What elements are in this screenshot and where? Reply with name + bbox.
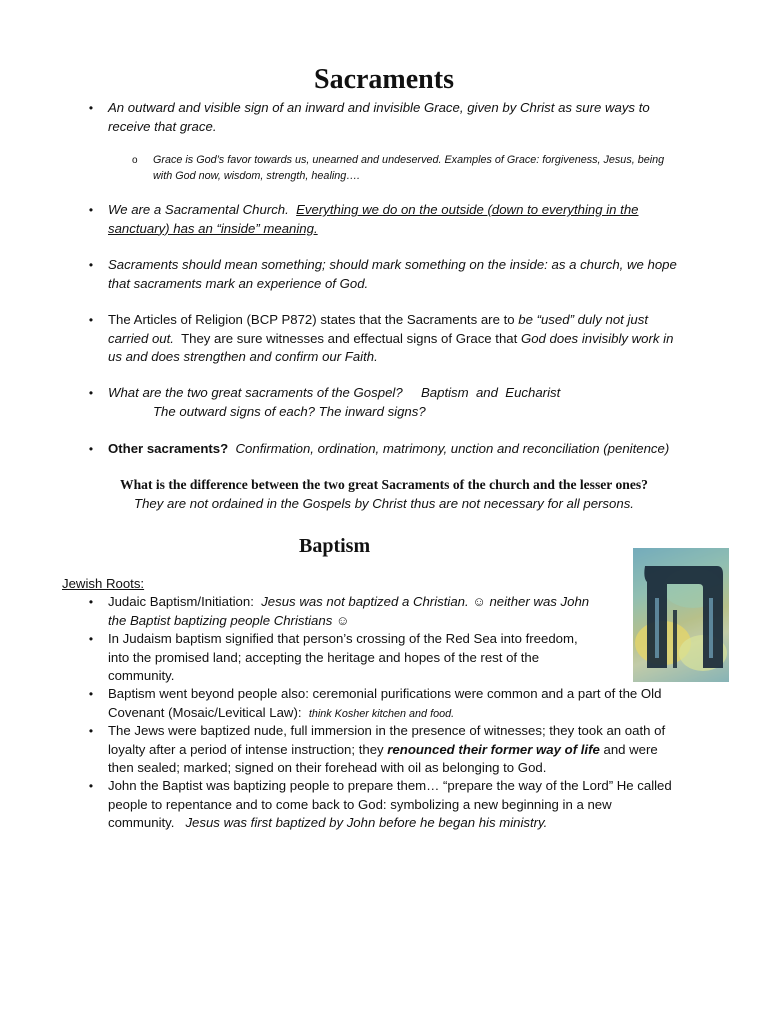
body-text: Judaic Baptism/Initiation: [108, 594, 254, 609]
body-line: Baptism went beyond people also: ceremonial purifications were common and a part of the Old [108, 686, 662, 701]
section-heading-baptism: Baptism [299, 535, 371, 557]
body-text: loyalty after a period of intense instruction; they [108, 741, 384, 757]
question-line: The outward signs of each? The inward signs? [153, 403, 426, 419]
bullet-marker: • [88, 595, 94, 609]
italic-text: God does invisibly work in [520, 330, 674, 346]
body-line: then sealed; marked; signed on their forehead with oil as belonging to God. [108, 760, 547, 775]
italic-text: carried out. [108, 330, 174, 346]
bullet-marker: • [88, 724, 94, 738]
sub-bullet-marker: o [132, 155, 138, 166]
bullet-marker: • [88, 386, 94, 400]
italic-text: Jesus was first baptized by John before he began his ministry. [185, 815, 548, 830]
body-line: Sacraments should mean something; should mark something on the inside: as a church, we hope [108, 257, 677, 272]
italic-text: be “used” duly not just [518, 312, 649, 327]
body-text: community. [108, 815, 175, 830]
bullet-marker: • [88, 313, 94, 327]
question-line: What are the two great sacraments of the Gospel? Baptism and Eucharist [108, 385, 561, 400]
difference-question: What is the difference between the two great Sacraments of the church and the lesser ones? [120, 477, 648, 492]
grace-note-line: Grace is God’s favor towards us, unearned and undeserved. Examples of Grace: forgiveness, Jesus, being [153, 154, 665, 166]
sacramental-church-text: We are a Sacramental Church. [108, 202, 289, 217]
grace-note-line: with God now, wisdom, strength, healing…. [153, 170, 361, 182]
underlined-text: sanctuary) has an “inside” meaning. [108, 220, 318, 236]
underlined-text: Everything we do on the outside (down to everything in the [296, 202, 639, 217]
italic-text: the Baptist baptizing people Christians ☺ [108, 612, 350, 628]
definition-line: receive that grace. [108, 118, 217, 134]
hebrew-letter-painting [633, 548, 729, 682]
bold-italic-text: renounced their former way of life [387, 741, 600, 757]
definition-line: An outward and visible sign of an inward and invisible Grace, given by Christ as sure ways to [108, 100, 650, 115]
body-line: community. [108, 668, 175, 683]
other-sacraments-label: Other sacraments? [108, 441, 229, 456]
italic-text: us and does strengthen and confirm our Faith. [108, 349, 378, 364]
bullet-marker: • [88, 442, 94, 456]
chet-letter-icon [633, 548, 729, 682]
bullet-marker: • [88, 687, 94, 701]
body-line: that sacraments mark an experience of God. [108, 275, 369, 291]
body-line: In Judaism baptism signified that person’s crossing of the Red Sea into freedom, [108, 631, 578, 646]
other-sacraments-list: Confirmation, ordination, matrimony, unction and reconciliation (penitence) [235, 441, 670, 456]
body-text: They are sure witnesses and effectual signs of Grace that [181, 330, 518, 346]
bullet-marker: • [88, 258, 94, 272]
body-line: The Jews were baptized nude, full immersion in the presence of witnesses; they took an oath of [108, 723, 666, 738]
body-text: Covenant (Mosaic/Levitical Law): [108, 704, 302, 720]
body-text: The Articles of Religion (BCP P872) states that the Sacraments are to [108, 312, 515, 327]
bullet-marker: • [88, 632, 94, 646]
italic-text: Jesus was not baptized a Christian. ☺ neither was John [261, 594, 590, 609]
body-line: John the Baptist was baptizing people to prepare them… “prepare the way of the Lord” He called [108, 778, 672, 793]
italic-note: think Kosher kitchen and food. [308, 707, 455, 720]
bullet-marker: • [88, 203, 94, 217]
page-title: Sacraments [314, 64, 454, 95]
jewish-roots-label: Jewish Roots: [62, 576, 145, 591]
bullet-marker: • [88, 101, 94, 115]
difference-answer: They are not ordained in the Gospels by Christ thus are not necessary for all persons. [134, 496, 634, 511]
body-text: and were [603, 741, 658, 757]
bullet-marker: • [88, 779, 94, 793]
body-line: into the promised land; accepting the heritage and hopes of the rest of the [108, 649, 540, 665]
body-line: people to repentance and to come back to God: symbolizing a new beginning in a new [108, 796, 612, 812]
grace-note [153, 152, 713, 184]
